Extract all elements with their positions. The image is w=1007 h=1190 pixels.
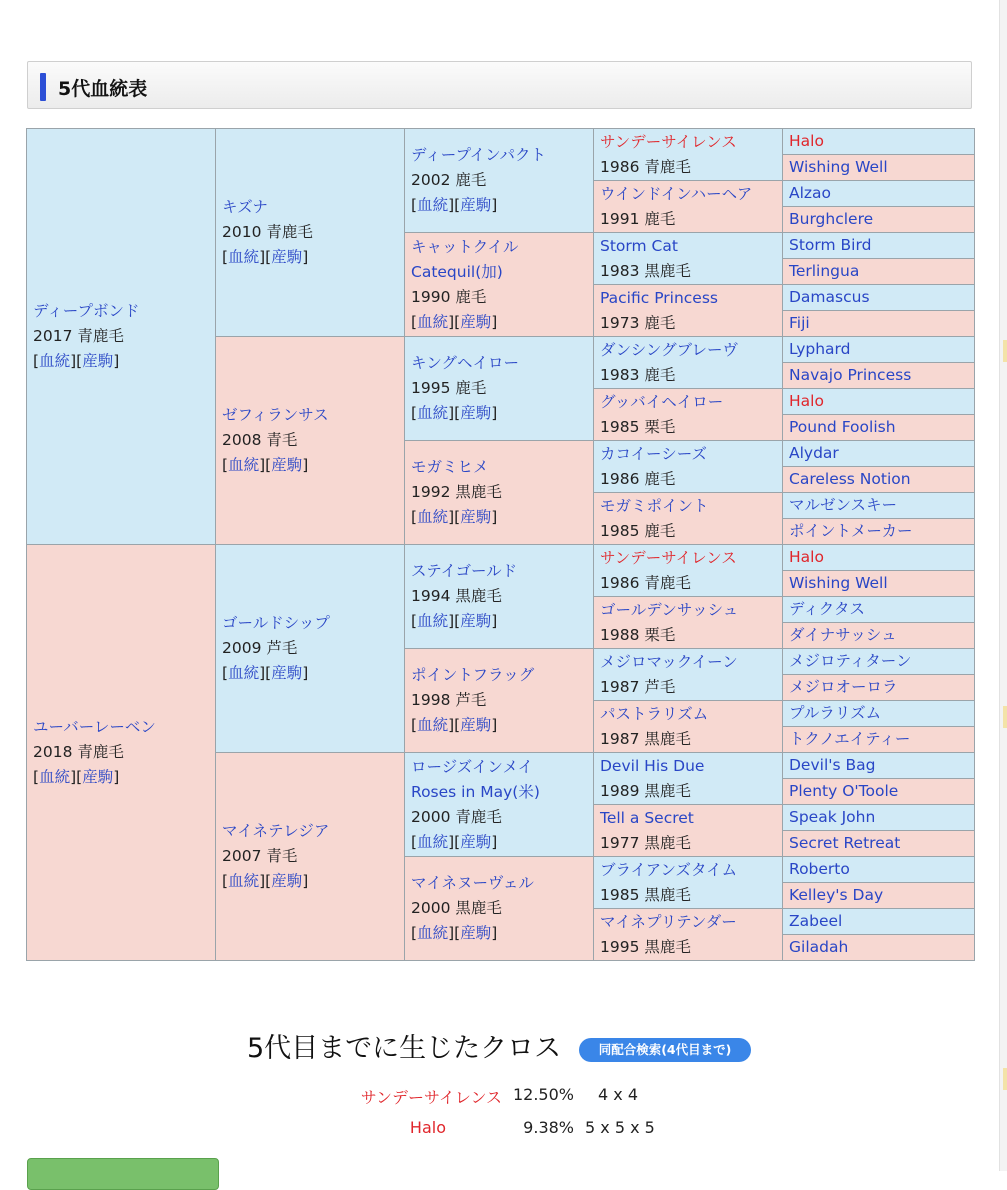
pedigree-cell-g4 <box>594 649 783 701</box>
pedigree-cell-g5 <box>783 233 975 259</box>
pedigree-cell-g4 <box>594 337 783 389</box>
lineage-link[interactable]: 血統 <box>228 664 260 682</box>
sub-links: [血統][産駒] <box>411 312 498 331</box>
horse-name-link[interactable]: Alydar <box>789 444 839 462</box>
pedigree-cell-g4 <box>594 129 783 181</box>
horse-name-link[interactable]: モガミポイント <box>600 496 709 515</box>
sub-links: [血統][産駒] <box>222 664 309 682</box>
cross-pattern: 5 x 5 x 5 <box>585 1118 655 1137</box>
horse-name-link[interactable]: Alzao <box>789 184 832 202</box>
pedigree-cell-g5 <box>783 337 975 363</box>
sub-links: [血統][産駒] <box>411 924 498 942</box>
pedigree-cell-g3 <box>405 129 594 233</box>
horse-name-link[interactable]: カコイーシーズ <box>600 444 707 463</box>
horse-name-link[interactable]: サンデーサイレンス <box>600 132 737 151</box>
offspring-link[interactable]: 産駒 <box>271 664 303 682</box>
horse-name-link[interactable]: Pacific Princess <box>600 288 718 307</box>
sub-links: [血統][産駒] <box>411 832 498 851</box>
sub-links: [血統][産駒] <box>411 612 498 630</box>
lineage-link[interactable]: 血統 <box>417 404 449 422</box>
pedigree-cell-g5 <box>783 883 975 909</box>
horse-name-link[interactable]: Tell a Secret <box>600 808 694 827</box>
offspring-link[interactable]: 産駒 <box>82 352 114 370</box>
horse-name-link[interactable]: Halo <box>789 392 824 410</box>
pedigree-cell-g5 <box>783 805 975 831</box>
lineage-link[interactable]: 血統 <box>228 248 260 266</box>
sub-links: [血統][産駒] <box>222 872 309 890</box>
cross-percentage: 9.38% <box>523 1118 574 1137</box>
horse-name-link[interactable]: Wishing Well <box>789 574 888 592</box>
pedigree-cell-g3 <box>405 753 594 857</box>
horse-birth-coat: 2000 黒鹿毛 <box>411 899 502 917</box>
offspring-link[interactable]: 産駒 <box>82 768 114 786</box>
horse-name-link[interactable]: ロージズインメイ <box>411 757 534 776</box>
sub-links: [血統][産駒] <box>222 248 309 266</box>
lineage-link[interactable]: 血統 <box>417 832 449 851</box>
sub-links: [血統][産駒] <box>33 768 120 786</box>
pedigree-cell-g3 <box>405 337 594 441</box>
pedigree-cell-g3 <box>405 441 594 545</box>
horse-name-link[interactable]: ゼフィランサス <box>222 406 329 424</box>
section-accent-bar <box>40 73 46 101</box>
section-title: 5代血統表 <box>58 78 148 100</box>
horse-name-link[interactable]: モガミヒメ <box>411 458 489 476</box>
horse-name-link[interactable]: マルゼンスキー <box>789 496 898 514</box>
offspring-link[interactable]: 産駒 <box>460 832 492 851</box>
horse-name-link[interactable]: Wishing Well <box>789 158 888 176</box>
pedigree-cell-g4 <box>594 181 783 233</box>
scrollbar-marker <box>1003 1068 1007 1090</box>
horse-name-link[interactable]: ステイゴールド <box>411 562 518 580</box>
horse-name-link[interactable]: ユーバーレーベン <box>33 718 156 736</box>
horse-birth-coat: 2009 芦毛 <box>222 639 298 657</box>
horse-name-link[interactable]: キングヘイロー <box>411 354 520 372</box>
sub-links: [血統][産駒] <box>411 196 498 214</box>
pedigree-cell-g5 <box>783 831 975 857</box>
pedigree-cell-g3 <box>405 857 594 961</box>
pedigree-cell-g2 <box>216 129 405 337</box>
horse-birth-coat: 2017 青鹿毛 <box>33 327 124 345</box>
horse-name-link[interactable]: メジロオーロラ <box>789 678 898 696</box>
pedigree-cell-g1 <box>27 129 216 545</box>
pedigree-cell-g5 <box>783 493 975 519</box>
pedigree-cell-g5 <box>783 675 975 701</box>
horse-name-link[interactable]: Fiji <box>789 314 810 332</box>
pedigree-cell-g4 <box>594 493 783 545</box>
horse-birth-coat: 2008 青毛 <box>222 431 298 449</box>
horse-name-link[interactable]: Damascus <box>789 288 870 306</box>
pedigree-cell-g5 <box>783 623 975 649</box>
horse-name-link[interactable]: ポイントメーカー <box>789 522 913 540</box>
horse-birth-coat: 1994 黒鹿毛 <box>411 587 502 605</box>
cross-percentage: 12.50% <box>512 1085 574 1104</box>
horse-birth-coat: 1985 黒鹿毛 <box>600 885 691 904</box>
offspring-link[interactable]: 産駒 <box>271 872 303 890</box>
lineage-link[interactable]: 血統 <box>228 456 260 474</box>
offspring-link[interactable]: 産駒 <box>460 924 492 942</box>
horse-birth-coat: 1998 芦毛 <box>411 691 487 709</box>
lineage-link[interactable]: 血統 <box>228 872 260 890</box>
lineage-link[interactable]: 血統 <box>39 768 71 786</box>
pedigree-cell-g5 <box>783 181 975 207</box>
horse-name-link[interactable]: ディープインパクト <box>411 146 547 164</box>
pedigree-cell-g5 <box>783 649 975 675</box>
scrollbar[interactable] <box>999 0 1007 1171</box>
horse-birth-coat: 2018 青鹿毛 <box>33 743 124 761</box>
horse-name-link[interactable]: Careless Notion <box>789 470 911 488</box>
pedigree-cell-g4 <box>594 701 783 753</box>
pedigree-cell-g5 <box>783 571 975 597</box>
pedigree-cell-g5 <box>783 207 975 233</box>
horse-name-link[interactable]: キズナ <box>222 198 268 216</box>
horse-birth-coat: 2000 青鹿毛 <box>411 807 502 826</box>
horse-name-link[interactable]: ポイントフラッグ <box>411 666 535 684</box>
sub-links: [血統][産駒] <box>33 352 120 370</box>
horse-name-link[interactable]: ウインドインハーヘア <box>600 184 753 203</box>
pedigree-cell-g4 <box>594 857 783 909</box>
offspring-link[interactable]: 産駒 <box>460 312 492 331</box>
lineage-link[interactable]: 血統 <box>39 352 71 370</box>
pedigree-cell-g5 <box>783 311 975 337</box>
offspring-link[interactable]: 産駒 <box>271 456 303 474</box>
horse-birth-coat: 1987 黒鹿毛 <box>600 729 691 748</box>
pedigree-cell-g4 <box>594 441 783 493</box>
horse-name-link[interactable]: グッバイヘイロー <box>600 392 724 411</box>
offspring-link[interactable]: 産駒 <box>460 612 492 630</box>
horse-birth-coat: 1985 鹿毛 <box>600 521 676 540</box>
pedigree-cell-g3 <box>405 233 594 337</box>
horse-name-link[interactable]: ゴールドシップ <box>222 614 330 632</box>
pedigree-cell-g2 <box>216 337 405 545</box>
pedigree-cell-g4 <box>594 805 783 857</box>
horse-name-link[interactable]: メジロマックイーン <box>600 652 738 671</box>
horse-birth-coat: 1986 鹿毛 <box>600 469 676 488</box>
pedigree-cell-g5 <box>783 363 975 389</box>
pedigree-cell-g5 <box>783 753 975 779</box>
pedigree-cell-g4 <box>594 545 783 597</box>
horse-name-link[interactable]: Devil His Due <box>600 756 705 775</box>
pedigree-cell-g4 <box>594 285 783 337</box>
horse-birth-coat: 1995 鹿毛 <box>411 379 487 397</box>
pedigree-cell-g1 <box>27 545 216 961</box>
horse-name-link[interactable]: トクノエイティー <box>789 730 911 748</box>
horse-birth-coat: 1986 青鹿毛 <box>600 157 691 176</box>
pedigree-cell-g5 <box>783 155 975 181</box>
pedigree-cell-g3 <box>405 649 594 753</box>
horse-alt-name-link[interactable]: Catequil(加) <box>411 262 503 281</box>
horse-name-link[interactable]: Zabeel <box>789 912 843 930</box>
pedigree-cell-g2 <box>216 753 405 961</box>
offspring-link[interactable]: 産駒 <box>271 248 303 266</box>
horse-name-link[interactable]: Storm Cat <box>600 236 678 255</box>
lineage-link[interactable]: 血統 <box>417 196 449 214</box>
horse-birth-coat: 1988 栗毛 <box>600 625 676 644</box>
pedigree-cell-g3 <box>405 545 594 649</box>
horse-name-link[interactable]: Storm Bird <box>789 236 872 254</box>
lineage-link[interactable]: 血統 <box>417 612 449 630</box>
pedigree-cell-g5 <box>783 441 975 467</box>
horse-name-link[interactable]: ディープボンド <box>33 302 140 320</box>
lineage-link[interactable]: 血統 <box>417 312 449 331</box>
pedigree-table <box>26 128 975 961</box>
pedigree-cell-g5 <box>783 389 975 415</box>
horse-birth-coat: 1986 青鹿毛 <box>600 573 691 592</box>
horse-name-link[interactable]: Kelley's Day <box>789 886 884 904</box>
horse-name-link[interactable]: Halo <box>789 548 824 566</box>
horse-name-link[interactable]: マイネテレジア <box>222 822 330 840</box>
sub-links: [血統][産駒] <box>411 508 498 526</box>
pedigree-cell-g5 <box>783 597 975 623</box>
horse-birth-coat: 1992 黒鹿毛 <box>411 483 502 501</box>
horse-birth-coat: 1990 鹿毛 <box>411 287 487 306</box>
lineage-link[interactable]: 血統 <box>417 716 449 734</box>
lineage-link[interactable]: 血統 <box>417 924 449 942</box>
horse-birth-coat: 1983 鹿毛 <box>600 365 676 384</box>
pedigree-cell-g4 <box>594 233 783 285</box>
horse-birth-coat: 1995 黒鹿毛 <box>600 937 691 956</box>
horse-birth-coat: 2002 鹿毛 <box>411 171 487 189</box>
pedigree-row <box>27 545 975 571</box>
scrollbar-marker <box>1003 706 1007 728</box>
horse-name-link[interactable]: Giladah <box>789 938 849 956</box>
lineage-link[interactable]: 血統 <box>417 508 449 526</box>
pedigree-cell-g2 <box>216 545 405 753</box>
horse-name-link[interactable]: Devil's Bag <box>789 756 876 774</box>
horse-birth-coat: 1985 栗毛 <box>600 417 676 436</box>
pedigree-cell-g5 <box>783 545 975 571</box>
sub-links: [血統][産駒] <box>411 716 498 734</box>
horse-birth-coat: 2007 青毛 <box>222 847 298 865</box>
horse-birth-coat: 1973 鹿毛 <box>600 313 676 332</box>
offspring-link[interactable]: 産駒 <box>460 196 492 214</box>
horse-birth-coat: 1991 鹿毛 <box>600 209 676 228</box>
same-mating-search-button[interactable]: 同配合検索(4代目まで) <box>579 1038 751 1062</box>
horse-name-link[interactable]: Burghclere <box>789 210 874 228</box>
horse-name-link[interactable]: Navajo Princess <box>789 366 912 384</box>
cross-pattern: 4 x 4 <box>598 1085 638 1104</box>
pedigree-cell-g5 <box>783 909 975 935</box>
bottom-action-button[interactable] <box>27 1158 219 1190</box>
pedigree-cell-g5 <box>783 519 975 545</box>
horse-name-link[interactable]: ディクタス <box>789 600 865 618</box>
horse-name-link[interactable]: Halo <box>789 132 824 150</box>
cross-title: 5代目までに生じたクロス <box>247 1033 562 1064</box>
pedigree-cell-g5 <box>783 935 975 961</box>
pedigree-cell-g4 <box>594 597 783 649</box>
pedigree-cell-g5 <box>783 129 975 155</box>
horse-name-link[interactable]: ブライアンズタイム <box>600 860 738 879</box>
cross-horse-name[interactable]: Halo <box>409 1118 446 1137</box>
sub-links: [血統][産駒] <box>222 456 309 474</box>
pedigree-cell-g5 <box>783 285 975 311</box>
cross-horse-name[interactable]: サンデーサイレンス <box>360 1088 502 1107</box>
sub-links: [血統][産駒] <box>411 404 498 422</box>
pedigree-cell-g5 <box>783 727 975 753</box>
horse-name-link[interactable]: パストラリズム <box>600 704 709 723</box>
pedigree-cell-g5 <box>783 467 975 493</box>
pedigree-cell-g5 <box>783 259 975 285</box>
horse-birth-coat: 2010 青鹿毛 <box>222 223 313 241</box>
pedigree-cell-g5 <box>783 415 975 441</box>
pedigree-cell-g4 <box>594 389 783 441</box>
horse-name-link[interactable]: マイネヌーヴェル <box>411 874 534 892</box>
horse-name-link[interactable]: マイネプリテンダー <box>600 912 737 931</box>
horse-name-link[interactable]: Pound Foolish <box>789 418 896 436</box>
horse-birth-coat: 1977 黒鹿毛 <box>600 833 691 852</box>
horse-name-link[interactable]: ゴールデンサッシュ <box>600 600 739 619</box>
horse-name-link[interactable]: サンデーサイレンス <box>600 548 737 567</box>
pedigree-cell-g5 <box>783 857 975 883</box>
offspring-link[interactable]: 産駒 <box>460 508 492 526</box>
horse-birth-coat: 1983 黒鹿毛 <box>600 261 691 280</box>
pedigree-cell-g5 <box>783 701 975 727</box>
horse-birth-coat: 1987 芦毛 <box>600 677 676 696</box>
scrollbar-marker <box>1003 340 1007 362</box>
horse-name-link[interactable]: メジロティターン <box>789 652 912 670</box>
offspring-link[interactable]: 産駒 <box>460 716 492 734</box>
horse-name-link[interactable]: Plenty O'Toole <box>789 782 899 800</box>
horse-name-link[interactable]: Terlingua <box>789 262 860 280</box>
horse-name-link[interactable]: プルラリズム <box>789 704 882 722</box>
horse-name-link[interactable]: ダイナサッシュ <box>789 626 897 644</box>
horse-name-link[interactable]: ダンシングブレーヴ <box>600 340 738 359</box>
horse-name-link[interactable]: Lyphard <box>789 340 851 358</box>
horse-name-link[interactable]: Speak John <box>789 808 876 826</box>
section-header <box>27 61 972 109</box>
pedigree-cell-g4 <box>594 909 783 961</box>
pedigree-row <box>27 129 975 155</box>
offspring-link[interactable]: 産駒 <box>460 404 492 422</box>
horse-alt-name-link[interactable]: Roses in May(米) <box>411 782 540 801</box>
pedigree-cell-g4 <box>594 753 783 805</box>
horse-name-link[interactable]: Secret Retreat <box>789 834 901 852</box>
horse-birth-coat: 1989 黒鹿毛 <box>600 781 691 800</box>
horse-name-link[interactable]: キャットクイル <box>411 237 519 256</box>
pedigree-cell-g5 <box>783 779 975 805</box>
horse-name-link[interactable]: Roberto <box>789 860 850 878</box>
